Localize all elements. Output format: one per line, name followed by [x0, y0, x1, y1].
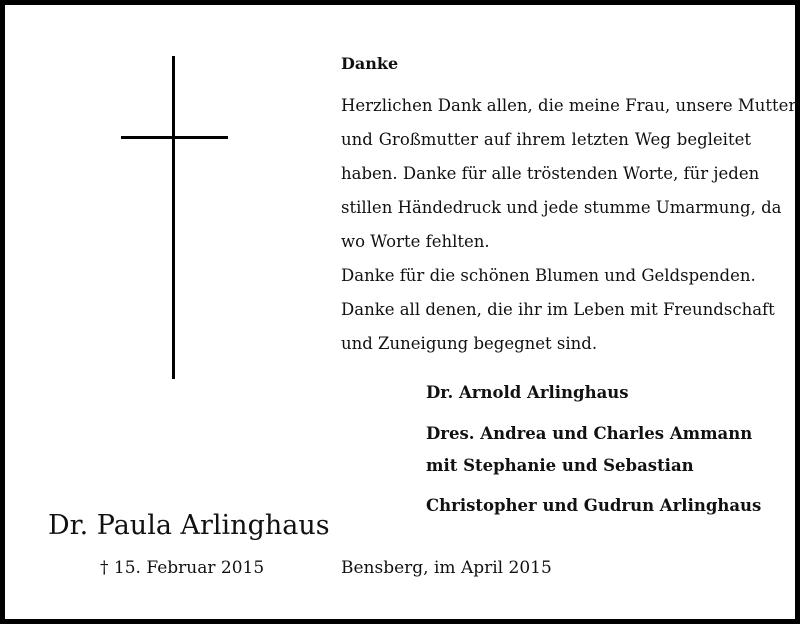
- cross-vertical-bar: [172, 56, 175, 379]
- thanks-heading: Danke: [341, 54, 399, 73]
- thanks-line: Herzlichen Dank allen, die meine Frau, unsere Mutter: [341, 96, 797, 115]
- signer-name: Dr. Arnold Arlinghaus: [426, 383, 629, 402]
- cross-horizontal-bar: [121, 136, 228, 139]
- thanks-line: stillen Händedruck und jede stumme Umarmung, da: [341, 198, 782, 217]
- death-date: † 15. Februar 2015: [100, 558, 265, 578]
- place-date: Bensberg, im April 2015: [341, 558, 552, 578]
- thanks-line: wo Worte fehlten.: [341, 232, 490, 251]
- signer-name: mit Stephanie und Sebastian: [426, 456, 694, 475]
- deceased-name: Dr. Paula Arlinghaus: [48, 510, 330, 541]
- thanks-line: Danke all denen, die ihr im Leben mit Freundschaft: [341, 300, 775, 319]
- thanks-text: [341, 89, 797, 361]
- thanks-line: und Zuneigung begegnet sind.: [341, 334, 598, 353]
- signer-name: Dres. Andrea und Charles Ammann: [426, 424, 753, 443]
- thanks-line: Danke für die schönen Blumen und Geldspenden.: [341, 266, 756, 285]
- thanks-line: und Großmutter auf ihrem letzten Weg begleitet: [341, 130, 751, 149]
- thanks-line: haben. Danke für alle tröstenden Worte, für jeden: [341, 164, 760, 183]
- signer-name: Christopher und Gudrun Arlinghaus: [426, 496, 762, 515]
